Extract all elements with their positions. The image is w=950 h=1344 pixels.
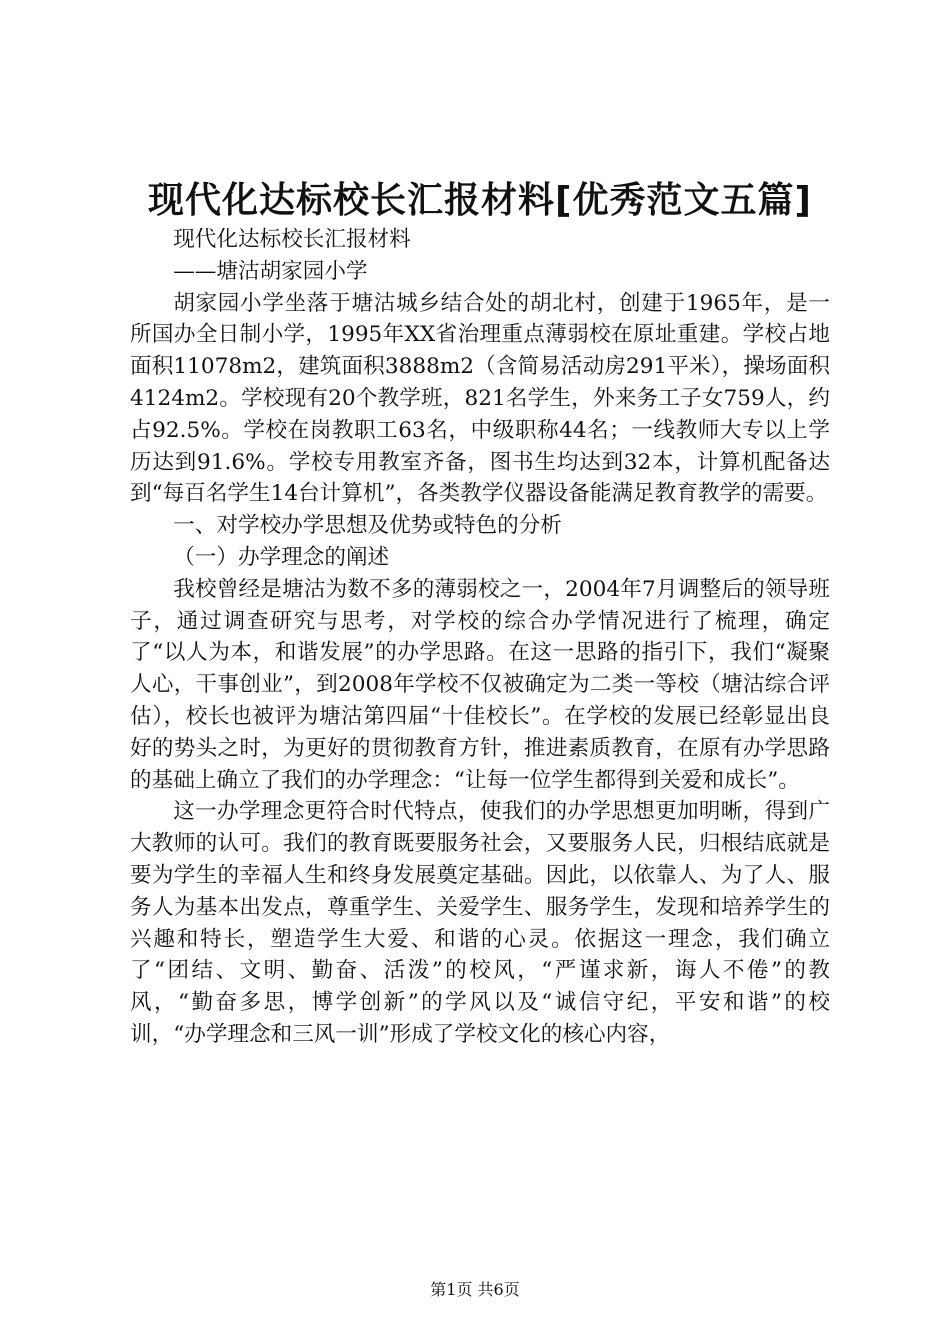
paragraph-intro: 胡家园小学坐落于塘沽城乡结合处的胡北村，创建于1965年，是一所国办全日制小学，1995年XX省治理重点薄弱校在原址重建。学校占地面积11078m2，建筑面积3888m2（含简易活动房291平米），操场面积4124m2。学校现有20个教学班，821名学生，外来务工子女759人，约占92.5%。学校在岗教职工63名，中级职称44名；一线教师大专以上学历达到91.6%。学校专用教室齐备，图书生均达到32本，计算机配备达到“每百名学生14台计算机”，各类教学仪器设备能满足教育教学的需要。 (130, 290, 830, 507)
document-title: 现代化达标校长汇报材料[优秀范文五篇] (148, 180, 812, 221)
paragraph-body-2: 这一办学理念更符合时代特点，使我们的办学思想更加明晰，得到广大教师的认可。我们的教育既要服务社会，又要服务人民，归根结底就是要为学生的幸福人生和终身发展奠定基础。因此，以依靠人、为了人、服务人为基本出发点，尊重学生、关爱学生、服务学生，发现和培养学生的兴趣和特长，塑造学生大爱、和谐的心灵。依据这一理念，我们确立了“团结、文明、勤奋、活泼”的校风，“严谨求新，诲人不倦”的教风，“勤奋多思，博学创新”的学风以及“诚信守纪，平安和谐”的校训，“办学理念和三风一训”形成了学校文化的核心内容， (130, 799, 830, 1047)
subtitle-school: ——塘沽胡家园小学 (173, 258, 368, 284)
page-footer: 第1页 共6页 (430, 1280, 520, 1299)
document-body (130, 178, 830, 1051)
paragraph-body-1: 我校曾经是塘沽为数不多的薄弱校之一，2004年7月调整后的领导班子，通过调查研究与思考，对学校的综合办学情况进行了梳理，确定了“以人为本，和谐发展”的办学思路。在这一思路的指引下，我们“凝聚人心，干事创业”，到2008年学校不仅被确定为二类一等校（塘沽综合评估），校长也被评为塘沽第四届“十佳校长”。在学校的发展已经彰显出良好的势头之时，为更好的贯彻教育方针，推进素质教育，在原有办学思路的基础上确立了我们的办学理念：“让每一位学生都得到关爱和成长”。 (130, 576, 830, 793)
section-heading: 一、对学校办学思想及优势或特色的分析 (173, 513, 562, 539)
subtitle-line: 现代化达标校长汇报材料 (173, 227, 411, 252)
subsection-heading: （一）办学理念的阐述 (173, 544, 390, 570)
